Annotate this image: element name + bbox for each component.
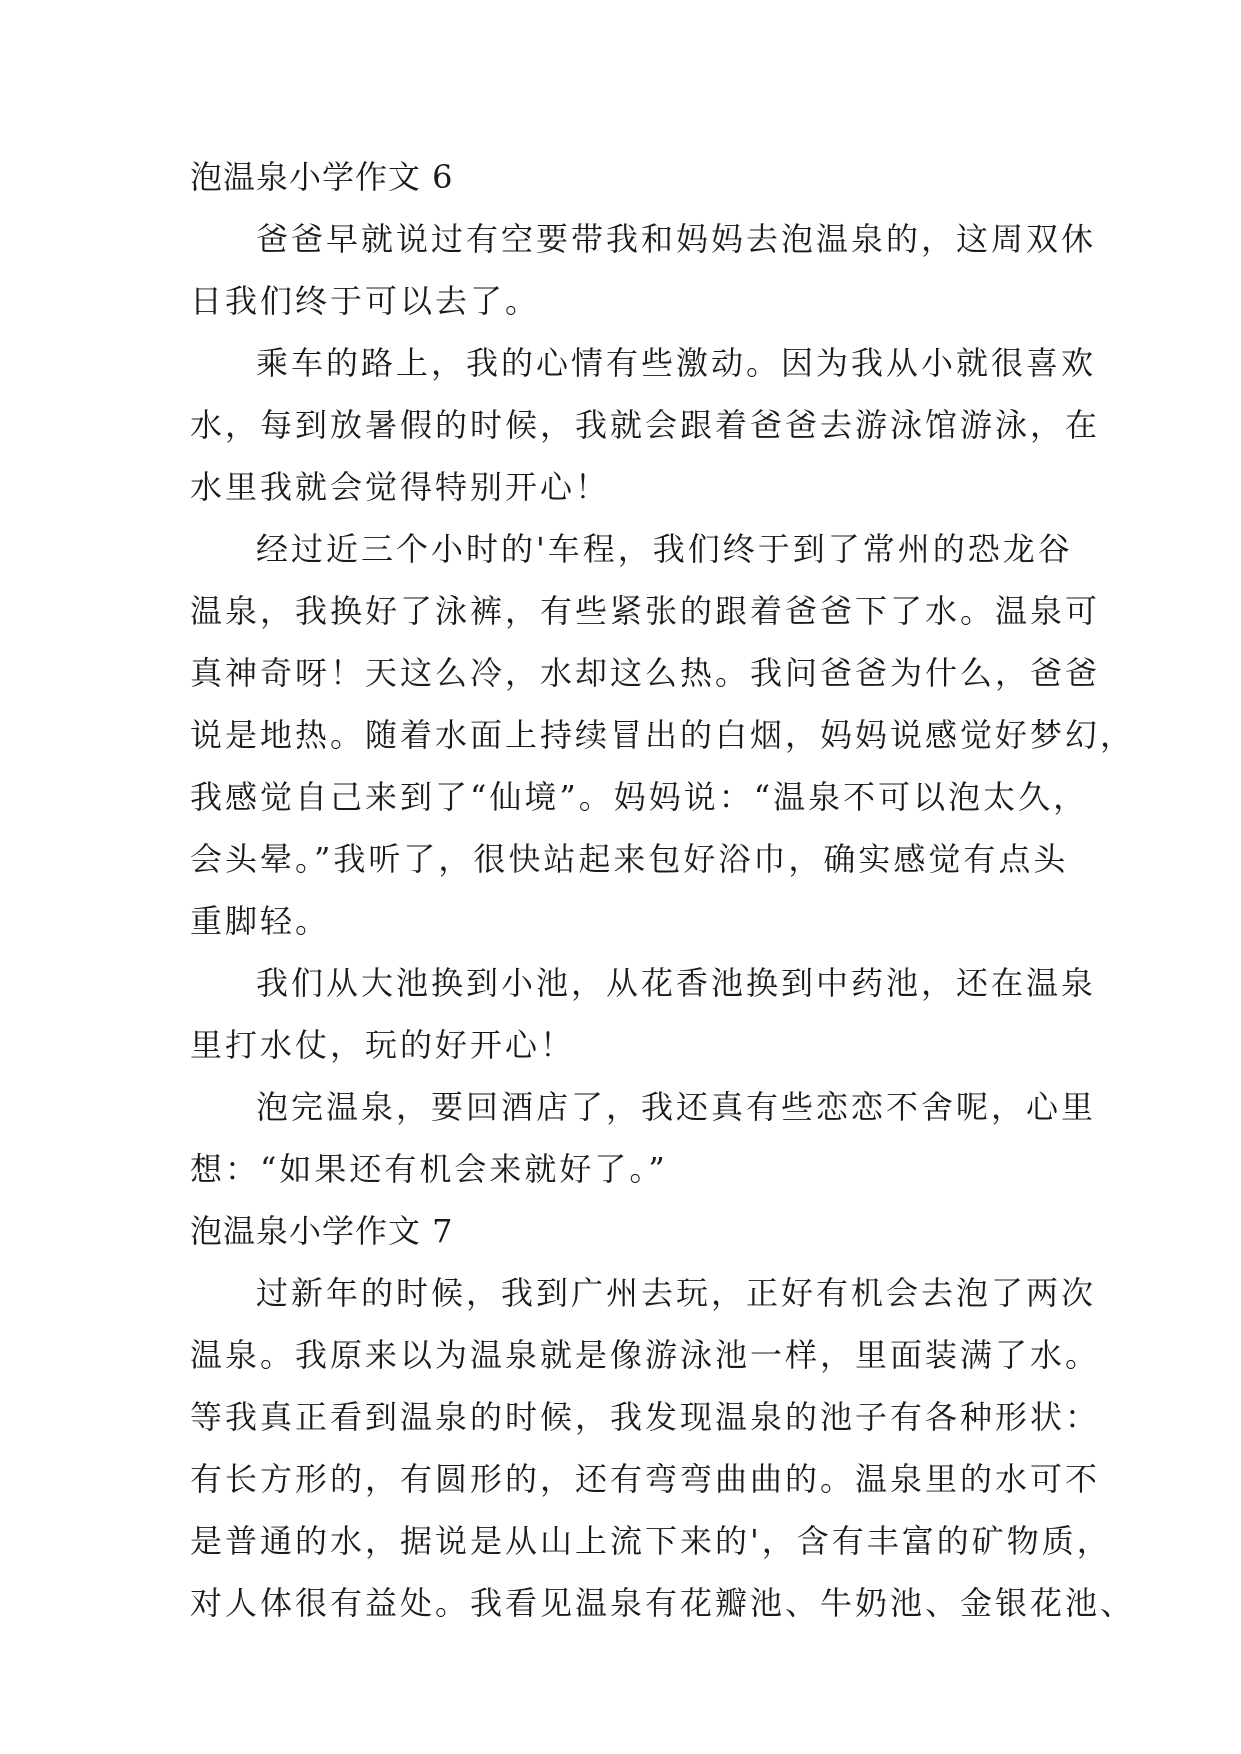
paragraph-line: 里打水仗，玩的好开心！ [190,1026,576,1064]
paragraph-line: 有长方形的，有圆形的，还有弯弯曲曲的。温泉里的水可不 [190,1460,1101,1498]
document-page [190,146,1136,1634]
paragraph-line: 乘车的路上，我的心情有些激动。因为我从小就很喜欢 [256,344,1097,382]
paragraph-line: 重脚轻。 [190,902,331,940]
paragraph-line: 经过近三个小时的'车程，我们终于到了常州的恐龙谷 [256,530,1073,568]
paragraph-line: 对人体很有益处。我看见温泉有花瓣池、牛奶池、金银花池、 [190,1584,1136,1622]
paragraph-line: 温泉。我原来以为温泉就是像游泳池一样，里面装满了水。 [190,1336,1101,1374]
paragraph-line: 想：“如果还有机会来就好了。” [190,1150,668,1188]
paragraph-line: 日我们终于可以去了。 [190,282,541,320]
paragraph-line: 泡完温泉，要回酒店了，我还真有些恋恋不舍呢，心里 [256,1088,1097,1126]
paragraph-line: 是普通的水，据说是从山上流下来的'，含有丰富的矿物质， [190,1522,1112,1560]
paragraph-line: 爸爸早就说过有空要带我和妈妈去泡温泉的，这周双休 [256,220,1097,258]
paragraph-line: 会头晕。”我听了，很快站起来包好浴巾，确实感觉有点头 [190,840,1069,878]
paragraph-line: 真神奇呀！天这么冷，水却这么热。我问爸爸为什么，爸爸 [190,654,1101,692]
section-title: 泡温泉小学作文 7 [190,1212,454,1250]
paragraph-line: 说是地热。随着水面上持续冒出的白烟，妈妈说感觉好梦幻， [190,716,1136,754]
paragraph-line: 我们从大池换到小池，从花香池换到中药池，还在温泉 [256,964,1097,1002]
paragraph-line: 我感觉自己来到了“仙境”。妈妈说：“温泉不可以泡太久， [190,778,1089,816]
section-title: 泡温泉小学作文 6 [190,158,454,196]
paragraph-line: 过新年的时候，我到广州去玩，正好有机会去泡了两次 [256,1274,1097,1312]
paragraph-line: 温泉，我换好了泳裤，有些紧张的跟着爸爸下了水。温泉可 [190,592,1101,630]
paragraph-line: 等我真正看到温泉的时候，我发现温泉的池子有各种形状： [190,1398,1101,1436]
paragraph-line: 水里我就会觉得特别开心！ [190,468,611,506]
paragraph-line: 水，每到放暑假的时候，我就会跟着爸爸去游泳馆游泳，在 [190,406,1101,444]
